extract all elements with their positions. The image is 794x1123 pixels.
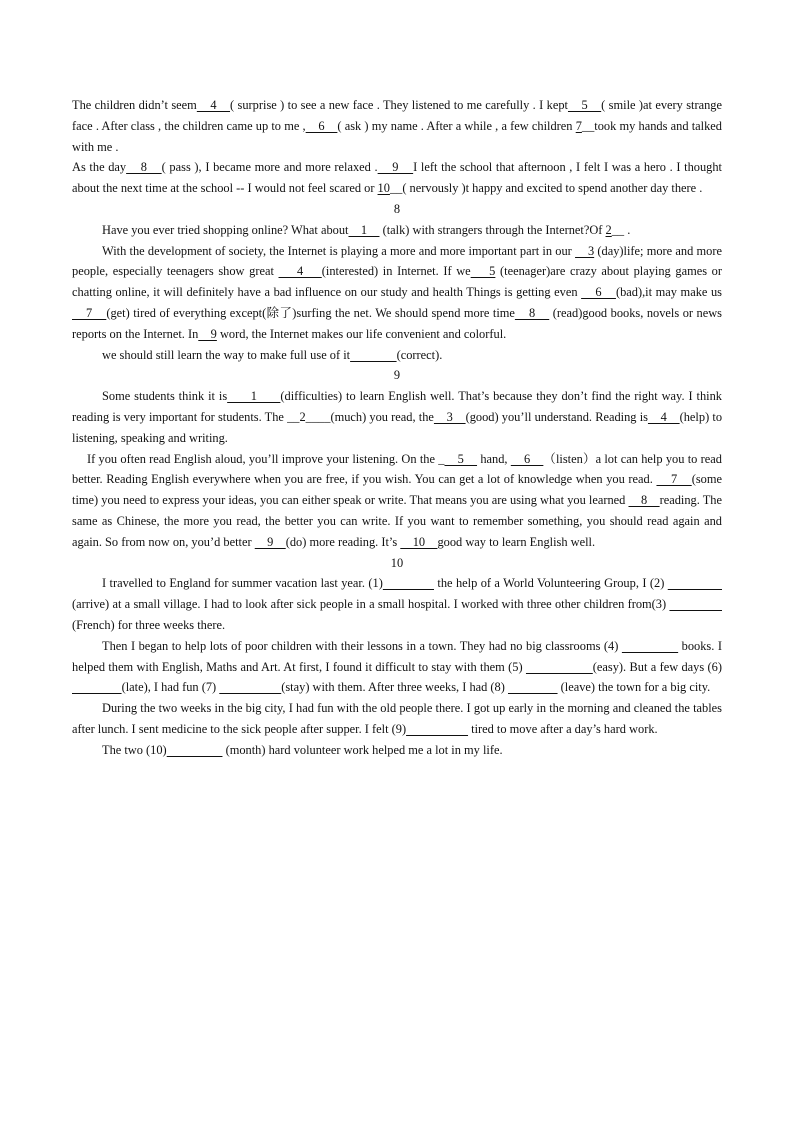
answer-blank[interactable]: 1 bbox=[348, 222, 380, 237]
text-segment: (French) for three weeks there. bbox=[72, 617, 226, 632]
text-segment: (talk) with strangers through the Internet?Of bbox=[379, 222, 606, 237]
text-segment: the help of a World Volunteering Group, I (2) bbox=[434, 576, 668, 591]
answer-blank[interactable]: 8 bbox=[126, 160, 162, 175]
text-segment: ( ask ) my name . After a while , a few children bbox=[337, 118, 576, 133]
text-segment: I travelled to England for summer vacation last year. (1) bbox=[102, 576, 383, 591]
answer-blank[interactable]: 2 bbox=[605, 222, 612, 237]
answer-blank[interactable]: 6 bbox=[305, 118, 338, 133]
text-segment: books. I helped them with English, Maths and Art. At first, I found it difficult to stay with them (5) bbox=[72, 638, 722, 674]
text-segment: （listen）a lot can help you to read better. Reading English everywhere when you are free, if you wish. You can get a lot of knowledge when you read. bbox=[72, 451, 722, 487]
text-segment: (month) hard volunteer work helped me a lot in my life. bbox=[222, 742, 503, 757]
answer-blank[interactable]: 5 bbox=[444, 451, 478, 466]
answer-blank[interactable]: 4 bbox=[647, 409, 680, 424]
exercise-section bbox=[72, 199, 722, 365]
answer-blank[interactable] bbox=[167, 743, 223, 757]
text-segment: ( surprise ) to see a new face . They listened to me carefully . I kept bbox=[230, 98, 568, 112]
text-segment: __took my hands and talked with me . bbox=[72, 118, 723, 154]
text-segment: If you often read English aloud, you’ll improve your listening. On the _ bbox=[87, 451, 445, 466]
text-segment: With the development of society, the Internet is playing a more and more important part in our bbox=[102, 243, 576, 258]
answer-blank[interactable]: 1 bbox=[227, 389, 281, 404]
text-segment: (stay) with them. After three weeks, I had (8) bbox=[281, 680, 508, 695]
text-segment: ( smile )at every strange face . After class , the children came up to me , bbox=[72, 98, 723, 133]
answer-blank[interactable] bbox=[508, 680, 558, 694]
paragraph bbox=[72, 386, 722, 448]
paragraph bbox=[72, 636, 722, 698]
text-segment: reading. The same as Chinese, the more you read, the better you can write. If you want to remember something, you should read again and again. So from now on, you’d better bbox=[72, 493, 722, 549]
text-segment: we should still learn the way to make full use of it bbox=[102, 347, 351, 362]
text-segment: Some students think it is bbox=[102, 389, 228, 404]
exercise-section bbox=[72, 95, 722, 199]
text-segment: tired to move after a day’s hard work. bbox=[468, 721, 658, 736]
text-segment: good way to learn English well. bbox=[437, 534, 596, 549]
answer-blank[interactable] bbox=[350, 348, 396, 362]
text-segment: (do) more reading. It’s bbox=[285, 534, 401, 549]
exercise-section bbox=[72, 365, 722, 552]
text-segment: The two (10) bbox=[102, 742, 167, 757]
text-segment: (arrive) at a small village. I had to look after sick people in a small hospital. I worked with three other children from(3) bbox=[72, 597, 670, 612]
answer-blank[interactable] bbox=[72, 680, 122, 694]
paragraph bbox=[72, 740, 722, 761]
paragraph bbox=[72, 220, 722, 241]
exercise-number: 8 bbox=[393, 201, 401, 216]
answer-blank[interactable] bbox=[622, 639, 678, 653]
exercise-number: 9 bbox=[393, 368, 401, 383]
answer-blank[interactable]: 6 bbox=[510, 451, 544, 466]
text-segment: (leave) the town for a big city. bbox=[557, 680, 711, 695]
text-segment: (correct). bbox=[396, 347, 443, 362]
text-segment: (teenager)are crazy about playing games or chatting online, it will definitely have a bad influence on our study and health Things is getting even bbox=[72, 264, 722, 300]
text-segment: (interested) in Internet. If we bbox=[321, 264, 471, 279]
text-segment: (get) tired of everything except(除了)surfing the net. We should spend more time bbox=[106, 305, 515, 320]
exercise-number: 10 bbox=[390, 555, 404, 570]
text-segment: The children didn’t seem bbox=[72, 98, 197, 112]
answer-blank[interactable] bbox=[668, 576, 722, 590]
answer-blank[interactable] bbox=[219, 680, 281, 694]
answer-blank[interactable]: 9 bbox=[377, 160, 414, 175]
answer-blank[interactable]: 7 bbox=[72, 305, 107, 320]
paragraph bbox=[72, 573, 722, 635]
paragraph bbox=[72, 449, 722, 553]
answer-blank[interactable]: 8 bbox=[514, 305, 550, 320]
answer-blank[interactable] bbox=[526, 660, 593, 674]
paragraph bbox=[72, 157, 722, 199]
paragraph bbox=[72, 95, 722, 157]
paragraph bbox=[72, 241, 722, 345]
text-segment: hand, bbox=[477, 451, 511, 466]
text-segment: (easy). But a few days (6) bbox=[592, 659, 722, 674]
answer-blank[interactable]: 8 bbox=[628, 493, 660, 508]
text-segment: (late), I had fun (7) bbox=[121, 680, 220, 695]
answer-blank[interactable]: 4 bbox=[278, 264, 322, 279]
text-segment: Then I began to help lots of poor children with their lessons in a town. They had no big classrooms (4) bbox=[102, 638, 622, 653]
answer-blank[interactable]: 4 bbox=[196, 98, 231, 112]
text-segment: As the day bbox=[72, 160, 127, 175]
text-segment: (difficulties) to learn English well. That’s because they don’t find the right way. I think reading is very important for students. The __2____(much) you read, the bbox=[72, 389, 722, 424]
answer-blank[interactable]: 3 bbox=[575, 243, 595, 258]
answer-blank[interactable] bbox=[669, 597, 722, 611]
answer-blank[interactable]: 10 bbox=[377, 181, 390, 196]
answer-blank[interactable]: 7 bbox=[656, 472, 692, 487]
text-segment: (good) you’ll understand. Reading is bbox=[465, 409, 648, 424]
answer-blank[interactable]: 9 bbox=[254, 534, 286, 549]
text-segment: I left the school that afternoon , I felt I was a hero . I thought about the next time at the school -- I would not feel scared or bbox=[72, 160, 722, 196]
answer-blank[interactable]: 5 bbox=[470, 264, 496, 279]
answer-blank[interactable] bbox=[406, 722, 468, 736]
answer-blank[interactable]: 6 bbox=[581, 285, 616, 300]
answer-blank[interactable]: 10 bbox=[400, 534, 438, 549]
text-segment: (help) to listening, speaking and writing. bbox=[72, 409, 723, 445]
text-segment: Have you ever tried shopping online? What about bbox=[102, 222, 349, 237]
answer-blank[interactable]: 5 bbox=[567, 98, 602, 112]
paragraph bbox=[72, 698, 722, 740]
document-page bbox=[72, 95, 722, 761]
text-segment: (day)life; more and more people, especially teenagers show great bbox=[72, 243, 722, 279]
text-segment: ( pass ), I became more and more relaxed . bbox=[161, 160, 378, 175]
text-segment: __ . bbox=[611, 222, 631, 237]
text-segment: During the two weeks in the big city, I had fun with the old people there. I got up early in the morning and cleaned the tables after lunch. I sent medicine to the sick people after supper. I felt (9) bbox=[72, 701, 722, 736]
text-segment: (some time) you need to express your ideas, you can either speak or write. That means you are using what you learned bbox=[72, 472, 722, 508]
exercise-section bbox=[72, 553, 722, 761]
text-segment: __( nervously )t happy and excited to spend another day there . bbox=[389, 181, 703, 196]
answer-blank[interactable]: 7 bbox=[575, 118, 582, 133]
answer-blank[interactable] bbox=[383, 576, 434, 590]
text-segment: (read)good books, novels or news reports on the Internet. In bbox=[72, 305, 723, 341]
text-segment: (bad),it may make us bbox=[615, 285, 722, 300]
text-segment: word, the Internet makes our life convenient and colorful. bbox=[216, 326, 507, 341]
answer-blank[interactable]: 3 bbox=[433, 409, 466, 424]
paragraph bbox=[72, 345, 722, 366]
answer-blank[interactable]: 9 bbox=[198, 326, 217, 341]
